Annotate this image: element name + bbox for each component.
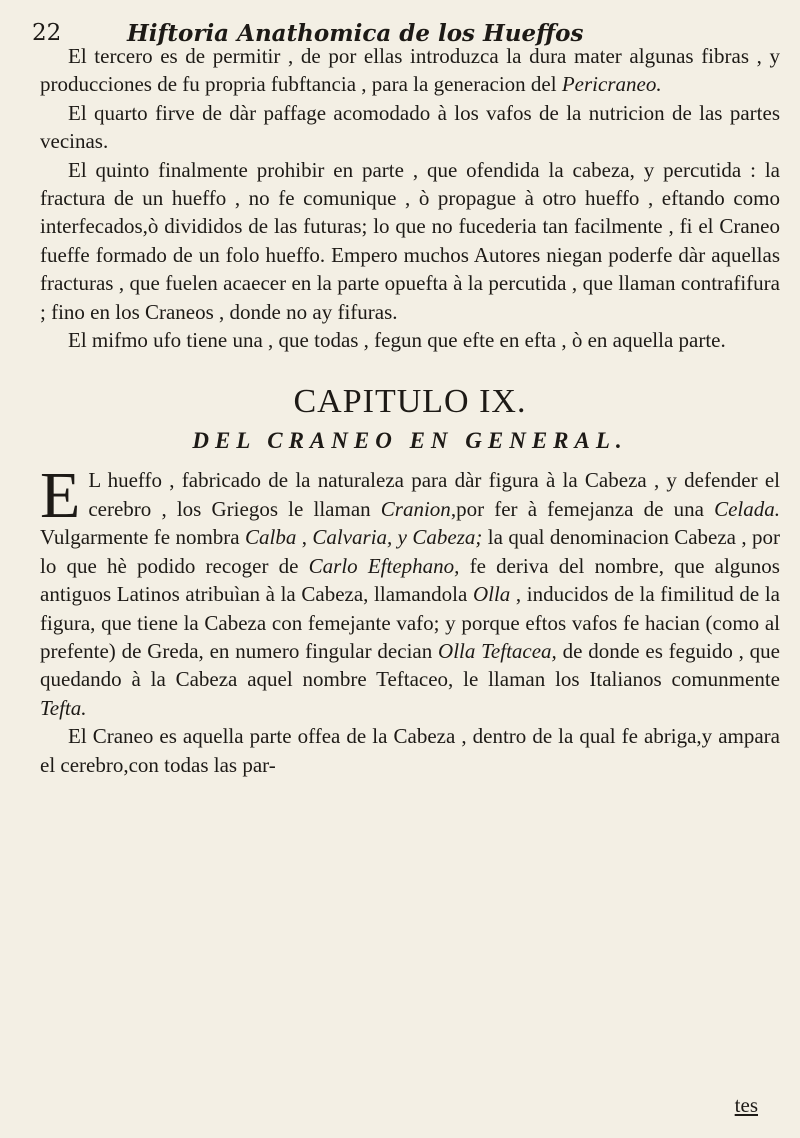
chapter-body — [40, 459, 781, 778]
running-title: Hiftoria Anathomica de los Hueffos — [127, 20, 584, 47]
paragraph: El mifmo ufo tiene una , que todas , fegun que efte en efta , ò en aquella parte. — [68, 328, 726, 353]
chapter-paragraph-text: L hueffo , fabricado de la naturaleza para dàr figura à la Cabeza , y defender el cerebro , los Griegos le llaman Cranion,por fer à femejanza de una Celada. Vulgarmente fe nombra Calba , Calvaria, y Cabeza; la qual denominacion Cabeza , por lo que hè podido recoger de Carlo Eftephano, fe deriva del nombre, que algunos antiguos Latinos atribuìan à la Cabeza, llamandola Olla , inducidos de la fimilitud de la figura, que tiene la Cabeza con femejante vafo; y porque eftos vafos fe hacian (como al prefente) de Greda, en numero fingular decian Olla Teftacea, de donde es feguido , que quedando à la Cabeza aquel nombre Teftaceo, le llaman los Italianos comunmente Tefta. — [40, 468, 781, 720]
paragraph: El tercero es de permitir , de por ellas introduzca la dura mater algunas fibras , y producciones de fu propria fubftancia , para la generacion del Pericraneo. — [40, 44, 780, 97]
catchword: tes — [734, 1093, 758, 1117]
chapter-paragraph: El Craneo es aquella parte offea de la Cabeza , dentro de la qual fe abriga,y ampara el cerebro,con todas las par- — [40, 724, 780, 777]
chapter-paragraph — [40, 459, 781, 722]
paragraph: El quarto firve de dàr paffage acomodado à los vafos de la nutricion de las partes vecinas. — [40, 100, 780, 154]
chapter-subtitle: DEL CRANEO EN GENERAL. — [192, 428, 628, 454]
body-text — [40, 42, 780, 779]
paragraph: El quinto finalmente prohibir en parte , que ofendida la cabeza, y percutida : la fractura de un hueffo , no fe comunique , ò propague à otro hueffo , eftando como interfecados,ò divididos de las futuras; lo que no fucederia tan facilmente , fi el Craneo fueffe formado de un folo hueffo. Empero muchos Autores niegan poderfe dàr aquellas fracturas , que fuelen acaecer en la parte opuefta à la percutida , que llaman contrafifura ; fino en los Craneos , donde no ay fifuras. — [40, 157, 780, 324]
page-number: 22 — [32, 20, 62, 46]
drop-cap: E — [40, 459, 81, 533]
chapter-title: CAPITULO IX. — [293, 383, 527, 421]
